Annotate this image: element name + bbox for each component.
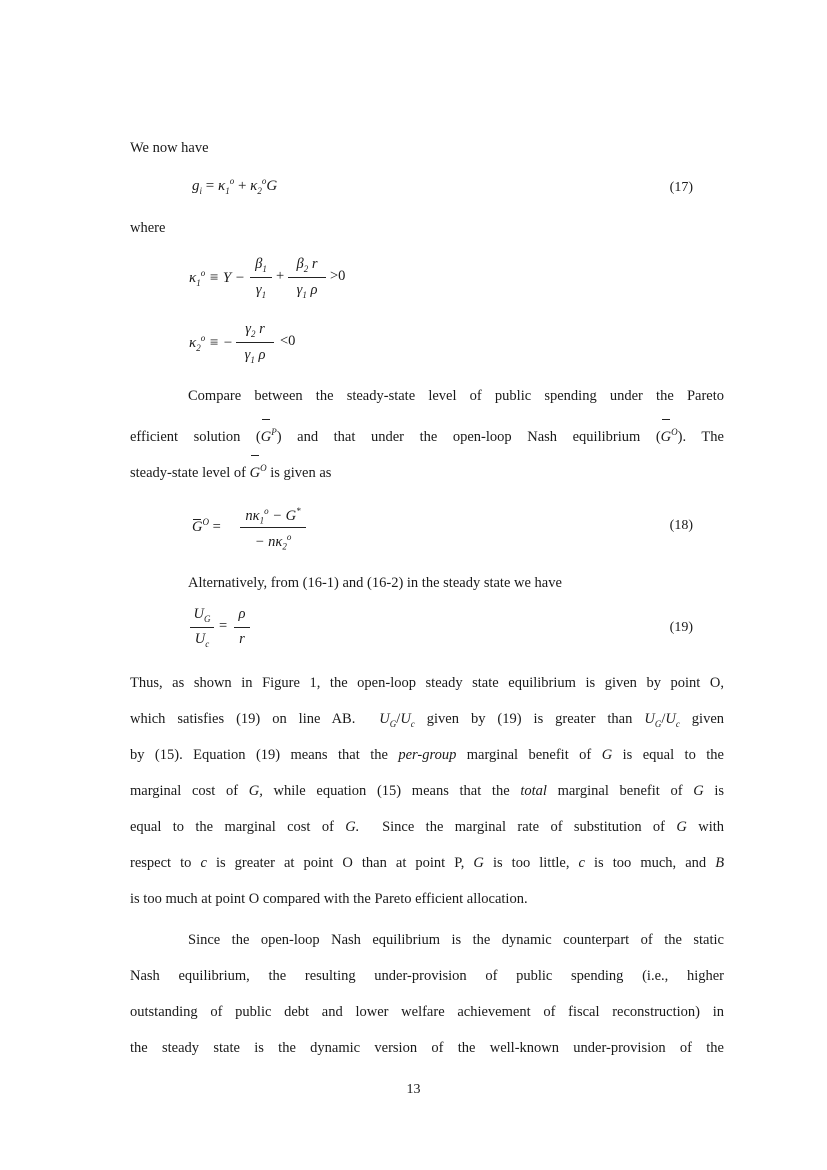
paragraph-since: Since the open-loop Nash equilibrium is the dynamic counterpart of the static Nash equilibrium, the resulting under-provision of public spending (i.e., higher outstanding of public debt and lower welfare achievement of fiscal reconstruction) in the steady state is the dynamic version of the well-known under-provision of the [130, 932, 724, 1056]
equation-17: $g_i = \kappa_1^o + \kappa_2^oG$ [192, 176, 278, 196]
paragraph-compare: Compare between the steady-state level of public spending under the Pareto efficient solution $(G^P)$ and that under the open-loop Nash equilibrium $(G^O)$. The steady-state level of $G^O$ is given as [130, 378, 724, 486]
paragraph-thus: Thus, as shown in Figure 1, the open-loop steady state equilibrium is given by point O, which satisfies (19) on line AB. $U_G/U_c$ given by (19) is greater than $U_G/U_c$ given by (15). Equation (19) means that the per-group marginal benefit of G is equal to the marginal cost of G, while equation (15) means that the total marginal benefit of G is equal to the marginal cost of G. Since the marginal rate of substitution of G with respect to c is greater at point O than at point P, G is too little, c is too much, and B is too much at point O compared with the Pareto efficient allocation. [130, 675, 725, 907]
alternatively-text: Alternatively, from (16-1) and (16-2) in the steady state we have [188, 575, 562, 591]
page-number: 13 [406, 1082, 421, 1097]
equation-17-number: (17) [669, 180, 693, 195]
equation-19-number: (19) [669, 620, 693, 635]
where-text: where [130, 220, 166, 236]
equation-18-number: (18) [669, 518, 693, 533]
intro-text: We now have [130, 140, 209, 156]
